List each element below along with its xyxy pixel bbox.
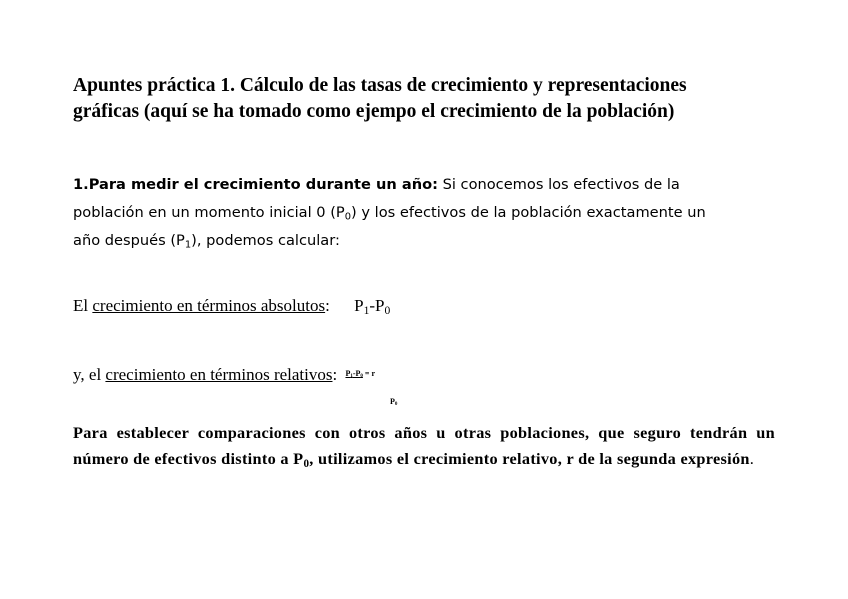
relative-fraction-numerator xyxy=(345,369,375,379)
absolute-formula xyxy=(354,296,390,315)
formula-minus-p: -P xyxy=(369,296,385,315)
section-1-text-d: año después (P xyxy=(73,232,185,249)
formula-p: P xyxy=(354,296,364,315)
section-1-text-b: población en un momento inicial 0 (P xyxy=(73,204,345,221)
conclusion-subscript-0: 0 xyxy=(303,457,310,470)
relative-colon: : xyxy=(332,365,338,384)
formula-sub-0: 0 xyxy=(384,303,391,317)
relative-term: crecimiento en términos relativos xyxy=(105,365,333,384)
section-1-paragraph xyxy=(73,171,793,255)
absolute-growth-line xyxy=(73,296,390,316)
document-title xyxy=(73,73,793,125)
title-line-2: gráficas (aquí se ha tomado como ejempo el crecimiento de la población) xyxy=(73,101,675,122)
relative-growth-line xyxy=(73,365,375,385)
section-1-line-2 xyxy=(73,204,706,221)
absolute-colon: : xyxy=(325,296,330,315)
relative-fraction-denominator xyxy=(390,397,397,407)
fraction-equals-r: = r xyxy=(362,369,376,378)
section-1-text-c: ) y los efectivos de la población exactamente un xyxy=(351,204,706,221)
section-1-text-a: Si conocemos los efectivos de la xyxy=(437,176,680,193)
absolute-prefix: El xyxy=(73,296,93,315)
section-1-heading: 1.Para medir el crecimiento durante un año: xyxy=(73,176,438,193)
section-1-line-3 xyxy=(73,232,340,249)
conclusion-paragraph xyxy=(73,420,775,472)
fraction-p1: P xyxy=(345,369,351,378)
absolute-term: crecimiento en términos absolutos xyxy=(92,296,326,315)
denominator-p: P xyxy=(390,397,395,406)
conclusion-text-b: , utilizamos el crecimiento relativo, r de la segunda expresión xyxy=(309,449,750,468)
formula-sub-1: 1 xyxy=(363,303,370,317)
subscript-1: 1 xyxy=(184,239,192,251)
fraction-minus-p: -P xyxy=(352,369,361,378)
subscript-0: 0 xyxy=(344,211,352,223)
fraction-sub-1: 1 xyxy=(350,374,353,379)
denominator-sub-0: 0 xyxy=(394,402,398,407)
title-line-1: Apuntes práctica 1. Cálculo de las tasas de crecimiento y representaciones xyxy=(73,75,687,96)
section-1-text-e: ), podemos calcular: xyxy=(191,232,340,249)
fraction-sub-0: 0 xyxy=(360,374,363,379)
conclusion-period: . xyxy=(749,449,755,468)
conclusion-text-a: Para establecer comparaciones con otros años u otras poblaciones, que seguro tendrán un número de efectivos distinto a P xyxy=(73,423,775,468)
relative-prefix: y, el xyxy=(73,365,106,384)
fraction-numerator-expression xyxy=(345,369,362,378)
section-1-line-1 xyxy=(73,176,680,193)
